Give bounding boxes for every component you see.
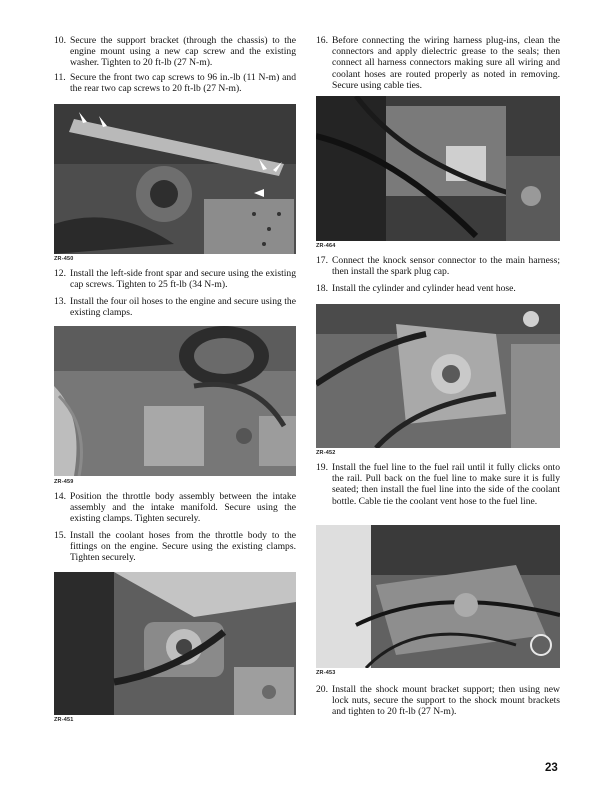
photo-wiring-harness — [316, 96, 560, 241]
figure-caption: ZR-452 — [316, 450, 336, 456]
figure-caption: ZR-450 — [54, 256, 74, 262]
figure-caption: ZR-453 — [316, 670, 336, 676]
step-text: Install the coolant hoses from the throttle body to the fittings on the engine. Secure using the existing clamps. Tighten securely. — [70, 530, 296, 564]
step-number: 12. — [54, 268, 66, 279]
figure-caption: ZR-459 — [54, 479, 74, 485]
step-number: 16. — [316, 35, 328, 46]
step-number: 17. — [316, 255, 328, 266]
step-text: Install the left-side front spar and secure using the existing cap screws. Tighten to 25 ft-lb (34 N-m). — [70, 268, 296, 291]
step-text: Secure the support bracket (through the chassis) to the engine mount using a new cap screw and the existing washer. Tighten to 20 ft-lb (27 N-m). — [70, 35, 296, 69]
step-number: 20. — [316, 684, 328, 695]
step-number: 13. — [54, 296, 66, 307]
step-text: Install the cylinder and cylinder head vent hose. — [332, 283, 516, 294]
photo-fuel-line — [316, 525, 560, 668]
step-12 — [54, 268, 296, 290]
step-19 — [316, 462, 560, 507]
photo-engine-mount-bracket — [54, 104, 296, 254]
photo-throttle-body — [54, 572, 296, 715]
figure-caption: ZR-451 — [54, 717, 74, 723]
step-number: 14. — [54, 491, 66, 502]
step-14 — [54, 491, 296, 525]
step-text: Connect the knock sensor connector to the main harness; then install the spark plug cap. — [332, 255, 560, 278]
step-15 — [54, 530, 296, 564]
step-17 — [316, 255, 560, 277]
step-text: Before connecting the wiring harness plug-ins, clean the connectors and apply dielectric grease to the seals; then connect all harness connectors making sure all wiring and coolant hoses are routed properly as noted in removing. Secure using cable ties. — [332, 35, 560, 91]
step-20 — [316, 684, 560, 718]
step-10 — [54, 35, 296, 69]
step-number: 15. — [54, 530, 66, 541]
step-16 — [316, 35, 560, 91]
step-number: 19. — [316, 462, 328, 473]
step-text: Install the four oil hoses to the engine and secure using the existing clamps. — [70, 296, 296, 319]
figure-caption: ZR-464 — [316, 243, 336, 249]
step-11 — [54, 72, 296, 94]
step-text: Position the throttle body assembly between the intake assembly and the intake manifold. Secure using the existing clamps. Tighten securely. — [70, 491, 296, 525]
step-text: Secure the front two cap screws to 96 in.-lb (11 N-m) and the rear two cap screws to 20 ft-lb (27 N-m). — [70, 72, 296, 95]
step-18 — [316, 283, 560, 294]
step-number: 11. — [54, 72, 66, 83]
step-text: Install the fuel line to the fuel rail until it fully clicks onto the rail. Pull back on the fuel line to make sure it is fully seated; then install the fuel line into the side of the coolant bottle. Cable tie the coolant vent hose to the fuel line. — [332, 462, 560, 507]
step-number: 10. — [54, 35, 66, 46]
step-number: 18. — [316, 283, 328, 294]
step-13 — [54, 296, 296, 318]
step-text: Install the shock mount bracket support; then using new lock nuts, secure the support to the shock mount brackets and tighten to 20 ft-lb (27 N-m). — [332, 684, 560, 718]
photo-cylinder-vent-hose — [316, 304, 560, 448]
page-number: 23 — [545, 762, 558, 774]
photo-oil-hoses — [54, 326, 296, 476]
